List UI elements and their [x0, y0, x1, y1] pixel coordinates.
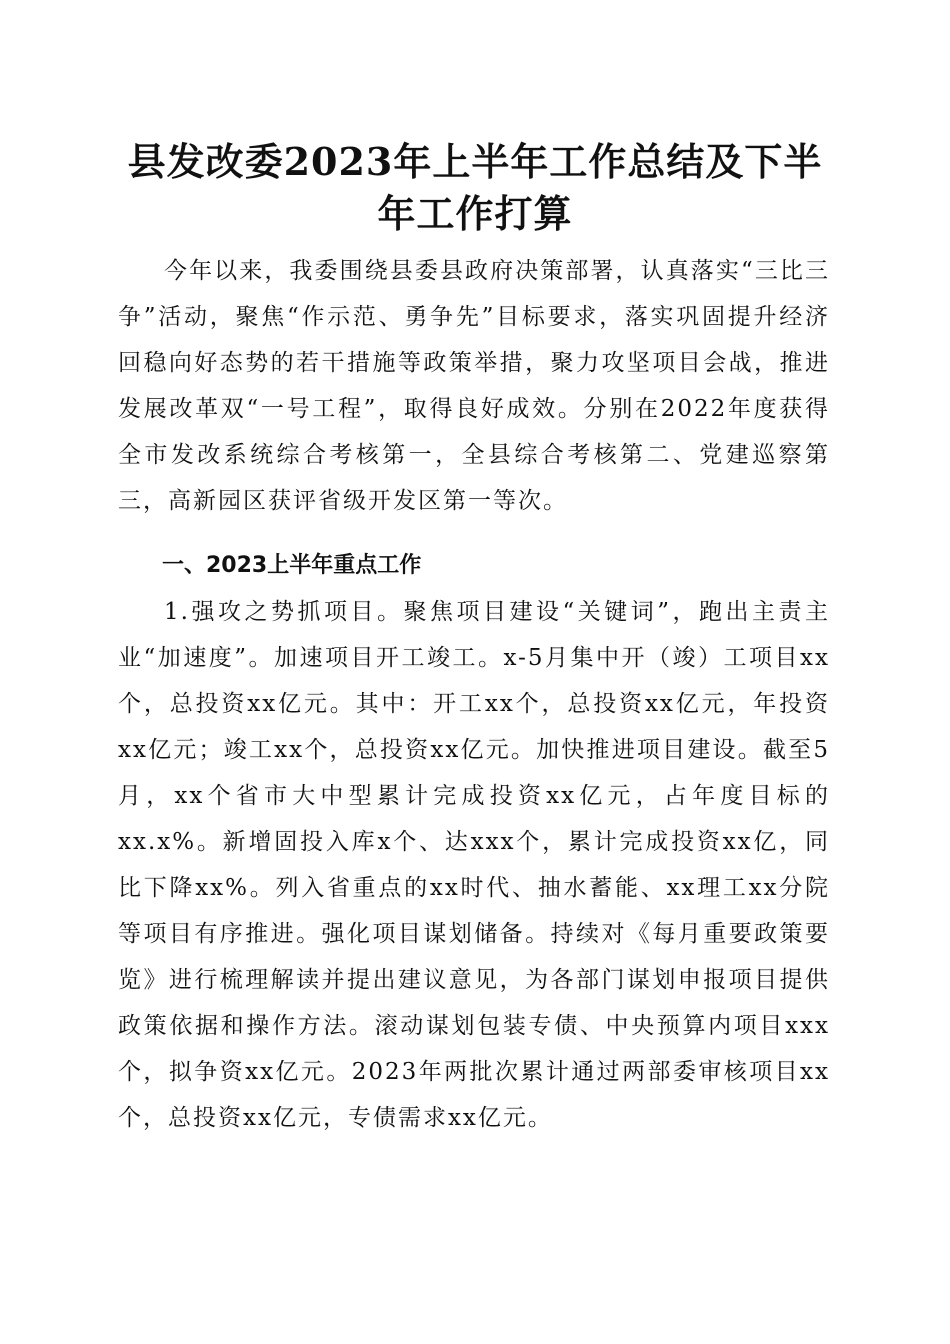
document-title: 县发改委2023年上半年工作总结及下半年工作打算 [127, 139, 823, 236]
item-1-paragraph: 1.强攻之势抓项目。聚焦项目建设“关键词”，跑出主责主业“加速度”。加速项目开工竣工。x-5月集中开（竣）工项目xx个，总投资xx亿元。其中：开工xx个，总投资xx亿元，年投资xx亿元；竣工xx个，总投资xx亿元。加快推进项目建设。截至5月，xx个省市大中型累计完成投资xx亿元，占年度目标的xx.x%。新增固投入库x个、达xxx个，累计完成投资xx亿，同比下降xx%。列入省重点的xx时代、抽水蓄能、xx理工xx分院等项目有序推进。强化项目谋划储备。持续对《每月重要政策要览》进行梳理解读并提出建议意见，为各部门谋划申报项目提供政策依据和操作方法。滚动谋划包装专债、中央预算内项目xxx个，拟争资xx亿元。2023年两批次累计通过两部委审核项目xx个，总投资xx亿元，专债需求xx亿元。 [118, 599, 830, 1131]
intro-paragraph: 今年以来，我委围绕县委县政府决策部署，认真落实“三比三争”活动，聚焦“作示范、勇争先”目标要求，落实巩固提升经济回稳向好态势的若干措施等政策举措，聚力攻坚项目会战，推进发展改革双“一号工程”，取得良好成效。分别在2022年度获得全市发改系统综合考核第一，全县综合考核第二、党建巡察第三，高新园区获评省级开发区第一等次。 [118, 258, 830, 514]
section-heading: 一、2023上半年重点工作 [162, 553, 422, 578]
